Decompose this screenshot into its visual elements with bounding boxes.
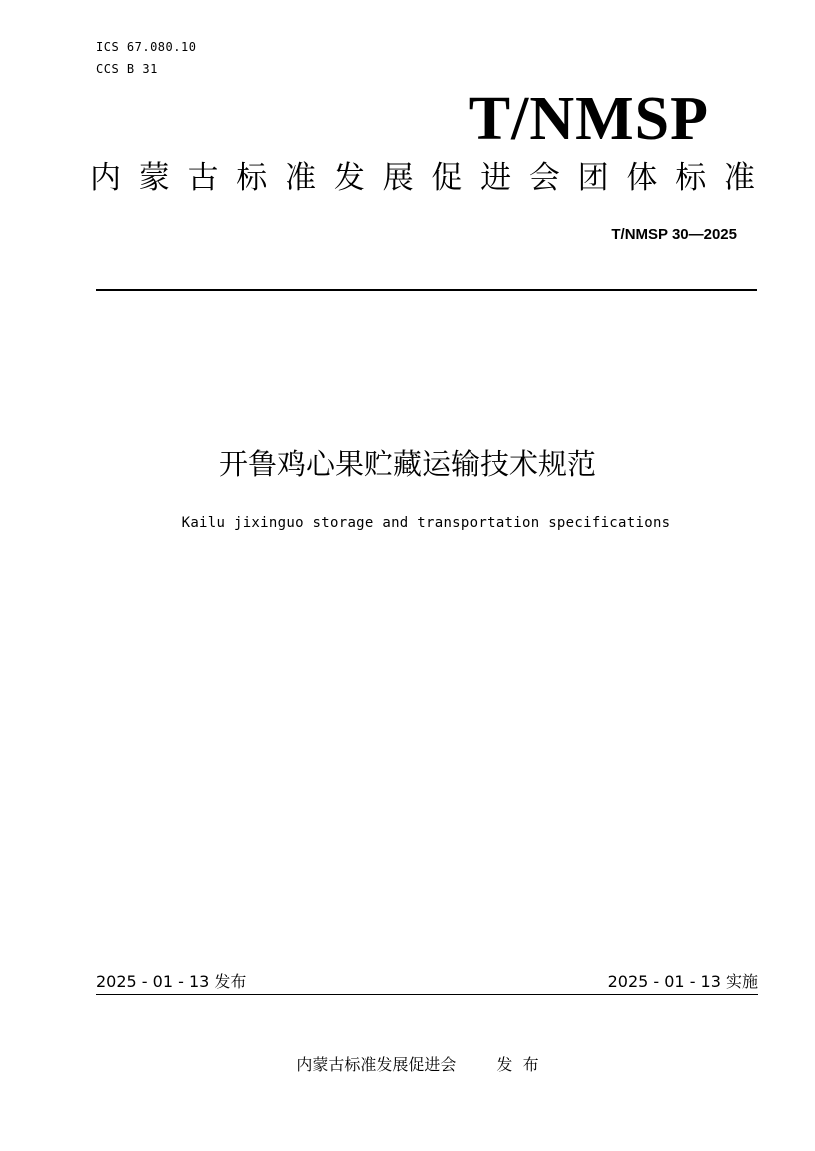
standard-logo: T/NMSP — [468, 85, 709, 153]
standard-number: T/NMSP 30—2025 — [611, 226, 737, 243]
org-title-char: 标 — [675, 160, 707, 196]
organization-standard-title — [90, 158, 755, 198]
org-title-char: 内 — [90, 160, 121, 196]
org-title-char: 进 — [480, 160, 512, 196]
org-title-char: 展 — [382, 160, 414, 196]
org-title-char: 古 — [187, 160, 219, 196]
document-title: 开鲁鸡心果贮藏运输技术规范 — [218, 447, 596, 481]
org-title-char: 标 — [236, 160, 268, 196]
issue-date: 2025 - 01 - 13 发布 — [96, 972, 247, 991]
top-divider — [96, 289, 757, 291]
org-title-char: 促 — [431, 160, 463, 196]
org-title-char: 发 — [333, 160, 365, 196]
publisher-line — [0, 1052, 815, 1075]
ics-code: ICS 67.080.10 — [96, 40, 197, 54]
org-title-char: 会 — [528, 160, 560, 196]
org-title-char: 蒙 — [138, 160, 170, 196]
publish-action: 发 布 — [496, 1055, 539, 1074]
org-title-char: 团 — [577, 160, 609, 196]
org-title-char: 准 — [285, 160, 317, 196]
document-title-english: Kailu jixinguo storage and transportation specifications — [181, 515, 671, 531]
org-title-char: 准 — [723, 160, 755, 196]
bottom-divider — [96, 994, 758, 995]
publisher-name: 内蒙古标准发展促进会 — [296, 1055, 457, 1074]
ccs-code: CCS B 31 — [96, 62, 158, 76]
org-title-char: 体 — [626, 160, 658, 196]
implementation-date: 2025 - 01 - 13 实施 — [607, 972, 758, 991]
